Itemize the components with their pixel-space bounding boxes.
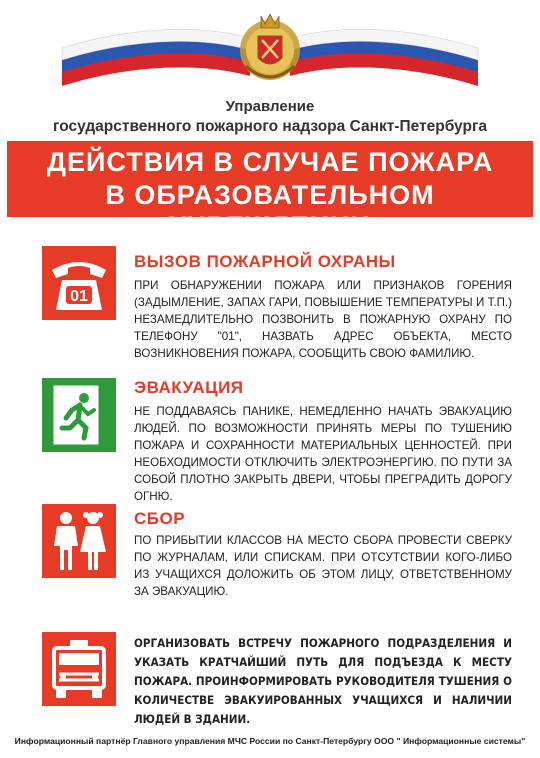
phone-number-label: 01: [70, 288, 88, 305]
section-text-evacuation: НЕ ПОДДАВАЯСЬ ПАНИКЕ, НЕМЕДЛЕННО НАЧАТЬ ЭВАКУАЦИЮ ЛЮДЕЙ. ПО ВОЗМОЖНОСТИ ПРИНЯТЬ МЕРЫ ПО ТУШЕНИЮ ПОЖАРА И СОХРАННОСТИ МАТЕРИАЛЬНЫХ ЦЕННОСТЕЙ. ПРИ НЕОБХОДИМОСТИ ОТКЛЮЧИТЬ ЭЛЕКТРОЭНЕРГИЮ. ПО ПУТИ ЗА СОБОЙ ПЛОТНО ЗАКРЫТЬ ДВЕРИ, ЧТОБЫ ПРЕГРАДИТЬ ДОРОГУ ОГНЮ.: [134, 405, 512, 503]
title-line-1: ДЕЙСТВИЯ В СЛУЧАЕ ПОЖАРА: [46, 147, 494, 177]
header-department: Управление: [225, 98, 315, 115]
fire-truck-icon: [42, 632, 116, 706]
section-title-assembly: СБОР: [134, 509, 186, 528]
telephone-icon: [42, 246, 116, 320]
section-title-call: ВЫЗОВ ПОЖАРНОЙ ОХРАНЫ: [134, 252, 396, 271]
section-title-evacuation: ЭВАКУАЦИЯ: [134, 378, 244, 397]
running-man-exit-icon: [42, 378, 116, 452]
header-organization: государственного пожарного надзора Санкт-Петербурга: [52, 118, 488, 135]
section-text-meet-firefighters: ОРГАНИЗОВАТЬ ВСТРЕЧУ ПОЖАРНОГО ПОДРАЗДЕЛЕНИЯ И УКАЗАТЬ КРАТЧАЙШИЙ ПУТЬ ДЛЯ ПОДЪЕЗДА К МЕСТУ ПОЖАРА. ПРОИНФОРМИРОВАТЬ РУКОВОДИТЕЛЯ ТУШЕНИЯ О КОЛИЧЕСТВЕ ЭВАКУИРОВАННЫХ УЧАЩИХСЯ И НАЛИЧИИ ЛЮДЕЙ В ЗДАНИИ.: [134, 636, 512, 726]
saint-petersburg-emblem-icon: [232, 6, 308, 90]
title-banner: [7, 141, 533, 241]
title-line-2: В ОБРАЗОВАТЕЛЬНОМ УЧРЕЖДЕНИИ: [105, 180, 435, 241]
people-icon: [42, 504, 116, 578]
section-text-call: ПРИ ОБНАРУЖЕНИИ ПОЖАРА ИЛИ ПРИЗНАКОВ ГОРЕНИЯ (ЗАДЫМЛЕНИЕ, ЗАПАХ ГАРИ, ПОВЫШЕНИЕ ТЕМПЕРАТУРЫ И Т.П.) НЕЗАМЕДЛИТЕЛЬНО ПОЗВОНИТЬ В ПОЖАРНУЮ ОХРАНУ ПО ТЕЛЕФОНУ "01", НАЗВАТЬ АДРЕС ОБЪЕКТА, МЕСТО ВОЗНИКНОВЕНИЯ ПОЖАРА, СООБЩИТЬ СВОЮ ФАМИЛИЮ.: [134, 279, 512, 360]
section-text-assembly: ПО ПРИБЫТИИ КЛАССОВ НА МЕСТО СБОРА ПРОВЕСТИ СВЕРКУ ПО ЖУРНАЛАМ, ИЛИ СПИСКАМ. ПРИ ОТСУТСТВИИ КОГО-ЛИБО ИЗ УЧАЩИХСЯ ДОЛОЖИТЬ ОБ ЭТОМ ЛИЦУ, ОТВЕТСТВЕННОМУ ЗА ЭВАКУАЦИЮ.: [134, 534, 512, 598]
footer-partner-note: Информационный партнёр Главного управления МЧС России по Санкт-Петербургу ООО " Информационные системы": [14, 736, 526, 746]
